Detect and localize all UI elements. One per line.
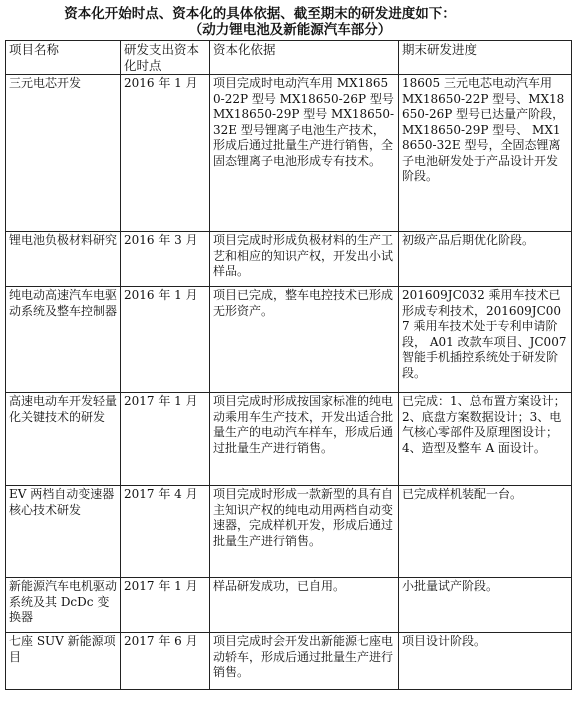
- cell-capitalization-basis: 项目完成时形成一款新型的具有自主知识产权的纯电动用两档自动变速器，完成样机开发，形成后通过批量生产进行销售。: [210, 486, 399, 578]
- cell-capitalization-basis: 项目完成时电动汽车用 MX18650-22P 型号 MX18650-26P 型号 MX18650-29P 型号 MX18650-32E 型号锂离子电池生产技术，形成后通过批量生产进行销售，全固态锂离子电池形成专有技术。: [210, 75, 399, 232]
- cell-progress: 已完成：1、总布置方案设计；2、底盘方案数据设计；3、电气核心零部件及原理图设计；4、造型及整车 A 面设计。: [399, 393, 572, 486]
- table-row: [6, 287, 572, 393]
- cell-progress: 201609JC032 乘用车技术已形成专利技术，201609JC007 乘用车技术处于专利申请阶段， A01 改款车项目、JC007 智能手机插控系统处于研发阶段。: [399, 287, 572, 393]
- table-header-row: [6, 41, 572, 75]
- cell-project-name: 三元电芯开发: [6, 75, 121, 232]
- cell-project-name: EV 两档自动变速器核心技术研发: [6, 486, 121, 578]
- cell-project-name: 新能源汽车电机驱动系统及其 DcDc 变换器: [6, 578, 121, 633]
- cell-progress: 小批量试产阶段。: [399, 578, 572, 633]
- rd-progress-table: [5, 40, 572, 690]
- cell-project-name: 纯电动高速汽车电驱动系统及整车控制器: [6, 287, 121, 393]
- table-row: [6, 486, 572, 578]
- cell-project-name: 锂电池负极材料研究: [6, 232, 121, 287]
- header-capitalization-time: 研发支出资本化时点: [121, 41, 210, 75]
- header-project-name: 项目名称: [6, 41, 121, 75]
- table-row: [6, 75, 572, 232]
- cell-capitalization-time: 2016 年 1 月: [121, 75, 210, 232]
- cell-capitalization-time: 2016 年 3 月: [121, 232, 210, 287]
- cell-project-name: 七座 SUV 新能源项目: [6, 633, 121, 690]
- cell-progress: 18605 三元电芯电动汽车用 MX18650-22P 型号、MX18650-26P 型号已达量产阶段， MX18650-29P 型号、 MX18650-32E 型号，全固态锂离子电池研发处于产品设计开发阶段。: [399, 75, 572, 232]
- cell-capitalization-basis: 样品研发成功，已自用。: [210, 578, 399, 633]
- cell-capitalization-basis: 项目完成时形成负极材料的生产工艺和相应的知识产权，开发出小试样品。: [210, 232, 399, 287]
- page-title: 资本化开始时点、资本化的具体依据、截至期末的研发进度如下：: [64, 6, 456, 22]
- cell-capitalization-time: 2016 年 1 月: [121, 287, 210, 393]
- cell-capitalization-time: 2017 年 6 月: [121, 633, 210, 690]
- table-row: [6, 578, 572, 633]
- cell-capitalization-time: 2017 年 1 月: [121, 578, 210, 633]
- header-capitalization-basis: 资本化依据: [210, 41, 399, 75]
- cell-capitalization-basis: 项目完成时形成按国家标准的纯电动乘用车生产技术，开发出适合批量生产的电动汽车样车，形成后通过批量生产进行销售。: [210, 393, 399, 486]
- cell-capitalization-time: 2017 年 1 月: [121, 393, 210, 486]
- cell-project-name: 高速电动车开发轻量化关键技术的研发: [6, 393, 121, 486]
- cell-progress: 项目设计阶段。: [399, 633, 572, 690]
- page-subtitle: （动力锂电池及新能源汽车部分）: [188, 22, 392, 38]
- table-row: [6, 633, 572, 690]
- header-progress: 期末研发进度: [399, 41, 572, 75]
- cell-capitalization-basis: 项目完成时会开发出新能源七座电动轿车，形成后通过批量生产进行销售。: [210, 633, 399, 690]
- cell-progress: 已完成样机装配一台。: [399, 486, 572, 578]
- cell-capitalization-time: 2017 年 4 月: [121, 486, 210, 578]
- cell-progress: 初级产品后期优化阶段。: [399, 232, 572, 287]
- cell-capitalization-basis: 项目已完成，整车电控技术已形成无形资产。: [210, 287, 399, 393]
- table-row: [6, 393, 572, 486]
- table-row: [6, 232, 572, 287]
